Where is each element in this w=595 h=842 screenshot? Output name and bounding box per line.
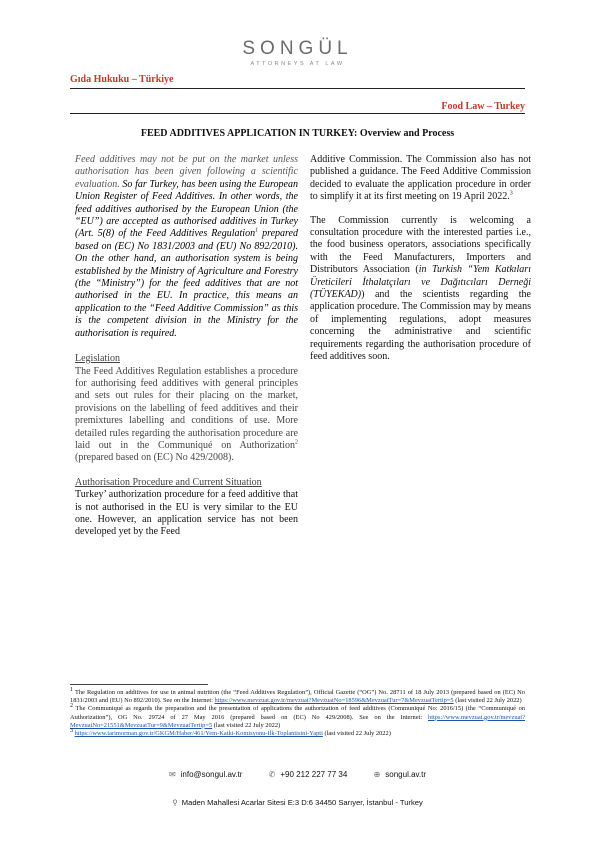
intro-paragraph	[75, 154, 298, 340]
procedure-paragraph: Turkey’ authorization procedure for a feed additive that is not authorised in the EU is very similar to the EU one. However, an application service has not been developed yet by the Feed	[75, 489, 298, 538]
logo-tagline: ATTORNEYS AT LAW	[250, 61, 345, 67]
firm-logo	[0, 38, 595, 67]
commission-text: Additive Commission. The Commission also has not published a guidance. The Feed Additive Commission decided to evaluate the application procedure in order to simplify it at its first meeting on 19 April 2022.	[310, 154, 531, 203]
footnote-1-text: The Regulation on additives for use in animal nutrition (the “Feed Additives Regulation”), Official Gazette (“OG”) No. 28711 of 18 July 2013 (prepared based on (EC) No 1831/2003 and (EU) No 892/2010). See on the Internet:	[70, 689, 525, 705]
footnote-3-link[interactable]: https://www.tarimorman.gov.tr/GKGM/Haber/461/Yem-Katki-Komisyonu-Ilk-Toplantisini-Yapti	[74, 730, 323, 738]
header-rule-bottom	[70, 113, 525, 114]
header-rule-top	[70, 88, 525, 89]
contact-phone[interactable]	[269, 770, 348, 779]
footnote-2-visited: (last visited 22 July 2022)	[212, 721, 281, 729]
footnote-1-link[interactable]: https://www.mevzuat.gov.tr/mevzuat?MevzuatNo=18596&MevzuatTur=7&MevzuatTertip=5	[214, 697, 454, 705]
contact-email[interactable]	[169, 770, 242, 779]
envelope-icon: ✉	[168, 770, 176, 779]
phone-text: +90 212 227 77 34	[280, 770, 348, 779]
footnote-ref-1[interactable]: 1	[255, 228, 259, 235]
header-category-english: Food Law – Turkey	[441, 101, 525, 112]
legislation-heading: Legislation	[75, 353, 120, 365]
contact-line	[0, 770, 595, 779]
footnote-3-visited: (last visited 22 July 2022)	[322, 730, 391, 738]
consultation-text-italic: in Turkish “Yem Katkıları Üreticileri İthalatçıları ve Dağıtıcıları Derneği (TÜYEKAD)	[310, 264, 531, 301]
contact-address	[0, 798, 595, 807]
footnote-separator	[70, 684, 208, 685]
footnote-ref-2[interactable]: 2	[295, 439, 298, 446]
document-title: FEED ADDITIVES APPLICATION IN TURKEY: Overview and Process	[140, 128, 455, 139]
legislation-body-2: (prepared based on (EC) No 429/2008).	[75, 452, 234, 464]
legislation-paragraph	[75, 366, 298, 465]
footnotes	[70, 686, 525, 738]
intro-body-2: prepared based on (EC) No 1831/2003 and (EU) No 892/2010). On the other hand, an authorisation system is being established by the Ministry of Agriculture and Forestry (the “Ministry”) for the feed additives that are not authorised in the EU. In practice, this means an application to the “Feed Additive Commission” as this is the competent division in the Ministry for the authorisation is required.	[75, 228, 298, 339]
website-text: songul.av.tr	[385, 770, 427, 779]
contact-website[interactable]	[374, 770, 426, 779]
intro-lead: Feed additives may not be put on the market unless authorisation has been given following a scientific evaluation.	[75, 154, 298, 190]
right-column	[310, 154, 531, 364]
address-text: Maden Mahallesi Acarlar Sitesi E:3 D:6 34450 Sarıyer, İstanbul - Turkey	[181, 798, 423, 807]
email-text: info@songul.av.tr	[180, 770, 243, 779]
footnote-2-number: 2	[70, 703, 73, 710]
footnote-ref-3[interactable]: 3	[509, 190, 513, 197]
map-pin-icon: ⚲	[172, 798, 178, 807]
footnote-2-text: The Communiqué as regards the preparation and the presentation of applications the authorization of feed additives (Communiqué No: 2016/15) (the “Communiqué on Authorization”), OG No. 29724 of 27 May 2016 (prepared based on (EC) No 429/2008). See on the Internet:	[70, 705, 525, 721]
globe-icon: ⊕	[373, 770, 381, 779]
footnote-2-link[interactable]: https://www.mevzuat.gov.tr/mevzuat?MevzuatNo=21551&MevzuatTur=9&MevzuatTertip=5	[70, 713, 525, 729]
commission-paragraph	[310, 154, 531, 204]
footnote-1-visited: (last visited 22 July 2022)	[453, 697, 522, 705]
footnote-2	[70, 705, 525, 730]
logo-name: SONGÜL	[242, 38, 353, 59]
header-category-turkish: Gıda Hukuku – Türkiye	[70, 74, 174, 85]
consultation-paragraph	[310, 215, 531, 364]
footnote-1-number: 1	[70, 686, 73, 693]
footnote-1	[70, 686, 525, 705]
consultation-text-1: The Commission currently is welcoming a consultation procedure with the interested parties i.e., the food business operators, associations specifically with the Feed Manufacturers, Importers and Distributors Association (	[310, 214, 531, 276]
legislation-body-1: The Feed Additives Regulation establishes a procedure for authorising feed additives with general principles and sets out rules for their placing on the market, provisions on the labelling of feed additives and their premixtures labelling and conditions of use. More detailed rules regarding the authorisation procedure are laid out in the Communiqué on Authorization	[75, 365, 298, 451]
procedure-heading: Authorisation Procedure and Current Situation	[75, 476, 262, 488]
footnote-3	[70, 727, 525, 738]
intro-body-1: So far Turkey, has been using the European Union Register of Feed Additives. In other words, the feed additives authorised by the European Union (the “EU”) are accepted as authorised additives in Turkey (Art. 5(8) of the Feed Additives Regulation	[75, 178, 298, 240]
footnote-3-number: 3	[70, 727, 73, 734]
consultation-text-2: ) and the scientists regarding the application procedure. The Commission may by means of implementing regulations, adopt measures concerning the administrative and scientific requirements regarding the authorisation procedure of feed additives soon.	[310, 289, 531, 363]
left-column	[75, 154, 298, 539]
phone-icon: ✆	[268, 770, 276, 779]
